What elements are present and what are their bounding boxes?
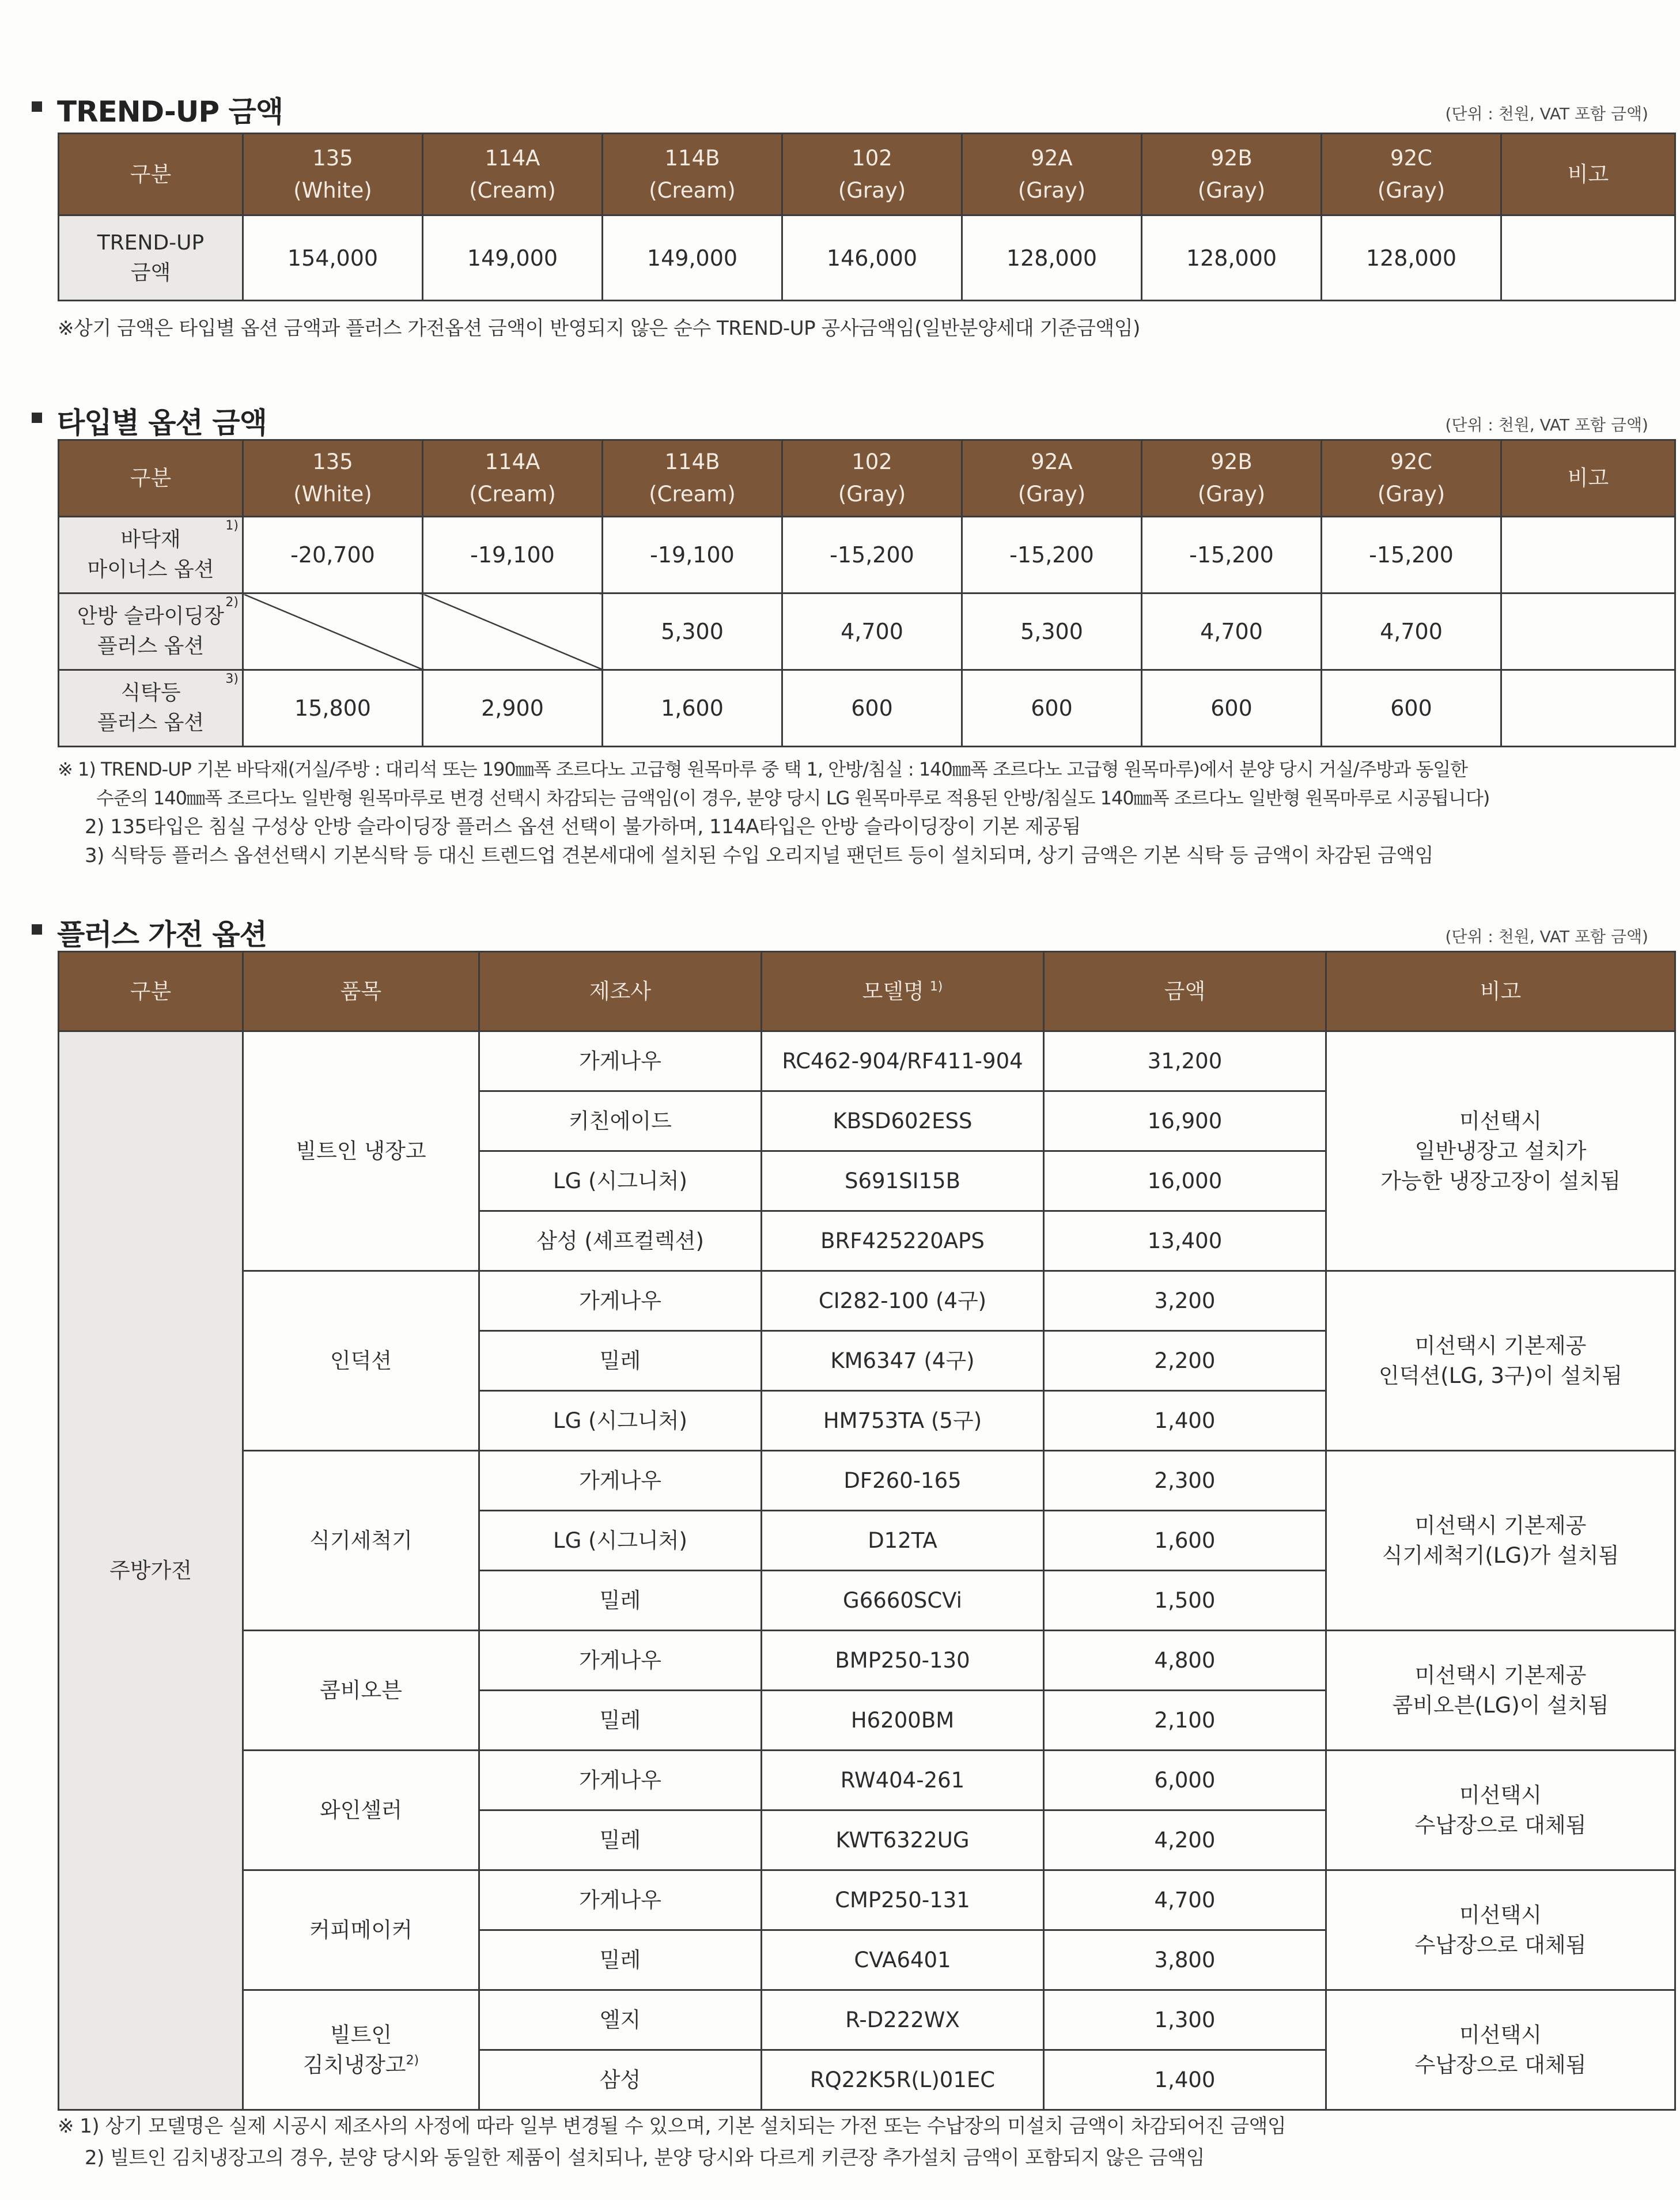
col-header-maker: 제조사 bbox=[479, 952, 762, 1031]
price-cell: 4,700 bbox=[1142, 594, 1322, 670]
model-cell: BMP250-130 bbox=[762, 1631, 1044, 1691]
maker-cell: 가게나우 bbox=[479, 1870, 762, 1930]
price-cell: 16,000 bbox=[1044, 1151, 1326, 1211]
product-cell: 커피메이커 bbox=[243, 1870, 479, 1990]
price-cell: -20,700 bbox=[243, 517, 423, 594]
price-cell: 600 bbox=[1142, 670, 1322, 747]
model-cell: CMP250-131 bbox=[762, 1870, 1044, 1930]
footnote: ※ 1) TREND-UP 기본 바닥재(거실/주방 : 대리석 또는 190㎜폭 조르다노 고급형 원목마루 중 택 1, 안방/침실 : 140㎜폭 조르다노 고급형 원목마루)에서 분양 당시 거실/주방과 동일한 bbox=[58, 758, 1468, 780]
model-cell: G6660SCVi bbox=[762, 1571, 1044, 1631]
maker-cell: 밀레 bbox=[479, 1810, 762, 1870]
product-cell: 콤비오븐 bbox=[243, 1631, 479, 1751]
note-cell: 미선택시 기본제공 식기세척기(LG)가 설치됨 bbox=[1326, 1451, 1675, 1631]
price-cell: -19,100 bbox=[423, 517, 603, 594]
footnote: 수준의 140㎜폭 조르다노 일반형 원목마루로 변경 선택시 차감되는 금액임(이 경우, 분양 당시 LG 원목마루로 적용된 안방/침실도 140㎜폭 조르다노 일반형 원목마루로 시공됩니다) bbox=[96, 787, 1490, 809]
col-header-type: 92A (Gray) bbox=[962, 440, 1142, 517]
section-trendup-header bbox=[32, 86, 1648, 127]
maker-cell: 삼성 (셰프컬렉션) bbox=[479, 1211, 762, 1271]
price-cell: 6,000 bbox=[1044, 1751, 1326, 1810]
price-cell: 1,400 bbox=[1044, 1391, 1326, 1451]
model-cell: D12TA bbox=[762, 1511, 1044, 1571]
maker-cell: 키친에이드 bbox=[479, 1091, 762, 1151]
model-cell: S691SI15B bbox=[762, 1151, 1044, 1211]
table-row bbox=[59, 1751, 1675, 1810]
table-row bbox=[59, 1271, 1675, 1331]
price-cell: 4,700 bbox=[1322, 594, 1501, 670]
unit-note: (단위 : 천원, VAT 포함 금액) bbox=[1445, 415, 1648, 434]
table-row bbox=[59, 517, 1675, 594]
col-header-type: 92C (Gray) bbox=[1322, 440, 1501, 517]
category-cell: 주방가전 bbox=[59, 1031, 243, 2110]
table-row bbox=[59, 594, 1675, 670]
footnote: ※상기 금액은 타입별 옵션 금액과 플러스 가전옵션 금액이 반영되지 않은 순수 TREND-UP 공사금액임(일반분양세대 기준금액임) bbox=[58, 317, 1140, 340]
price-cell: 600 bbox=[782, 670, 962, 747]
col-header-category: 구분 bbox=[59, 952, 243, 1031]
note-cell bbox=[1501, 216, 1675, 301]
col-header-type: 114A (Cream) bbox=[423, 440, 603, 517]
model-cell: DF260-165 bbox=[762, 1451, 1044, 1511]
model-cell: KWT6322UG bbox=[762, 1810, 1044, 1870]
col-header-type: 114B (Cream) bbox=[603, 440, 782, 517]
note-cell: 미선택시 일반냉장고 설치가 가능한 냉장고장이 설치됨 bbox=[1326, 1031, 1675, 1271]
not-applicable-cell bbox=[423, 594, 603, 670]
price-cell: 1,300 bbox=[1044, 1990, 1326, 2050]
price-cell: 154,000 bbox=[243, 216, 423, 301]
price-cell: 128,000 bbox=[962, 216, 1142, 301]
maker-cell: 가게나우 bbox=[479, 1451, 762, 1511]
col-header-type: 114B (Cream) bbox=[603, 134, 782, 216]
maker-cell: 가게나우 bbox=[479, 1751, 762, 1810]
price-cell: 600 bbox=[962, 670, 1142, 747]
maker-cell: 밀레 bbox=[479, 1930, 762, 1990]
trendup-table bbox=[58, 133, 1676, 301]
model-cell: CI282-100 (4구) bbox=[762, 1271, 1044, 1331]
price-cell: 31,200 bbox=[1044, 1031, 1326, 1091]
col-header-type: 135 (White) bbox=[243, 440, 423, 517]
table-header-row bbox=[59, 952, 1675, 1031]
price-cell: 4,700 bbox=[782, 594, 962, 670]
product-cell: 식기세척기 bbox=[243, 1451, 479, 1631]
model-cell: KM6347 (4구) bbox=[762, 1331, 1044, 1391]
note-cell bbox=[1501, 670, 1675, 747]
table-row bbox=[59, 1631, 1675, 1691]
product-cell: 와인셀러 bbox=[243, 1751, 479, 1870]
maker-cell: LG (시그니처) bbox=[479, 1391, 762, 1451]
price-cell: 4,200 bbox=[1044, 1810, 1326, 1870]
price-cell: 128,000 bbox=[1322, 216, 1501, 301]
row-label: 3) 식탁등 플러스 옵션 bbox=[59, 670, 243, 747]
footnote: 2) 135타입은 침실 구성상 안방 슬라이딩장 플러스 옵션 선택이 불가하며, 114A타입은 안방 슬라이딩장이 기본 제공됨 bbox=[85, 815, 1081, 838]
note-cell bbox=[1501, 517, 1675, 594]
price-cell: 149,000 bbox=[603, 216, 782, 301]
note-cell: 미선택시 수납장으로 대체됨 bbox=[1326, 1751, 1675, 1870]
col-header-note: 비고 bbox=[1501, 440, 1675, 517]
table-row bbox=[59, 1031, 1675, 1091]
col-header-type: 102 (Gray) bbox=[782, 440, 962, 517]
model-cell: BRF425220APS bbox=[762, 1211, 1044, 1271]
model-cell: H6200BM bbox=[762, 1691, 1044, 1751]
price-cell: 146,000 bbox=[782, 216, 962, 301]
col-header-product: 품목 bbox=[243, 952, 479, 1031]
footnote: 3) 식탁등 플러스 옵션선택시 기본식탁 등 대신 트렌드업 견본세대에 설치된 수입 오리지널 팬던트 등이 설치되며, 상기 금액은 기본 식탁 등 금액이 차감된 금액임 bbox=[85, 844, 1433, 867]
model-cell: R-D222WX bbox=[762, 1990, 1044, 2050]
table-row bbox=[59, 1990, 1675, 2050]
col-header-type: 114A (Cream) bbox=[423, 134, 603, 216]
table-row bbox=[59, 1451, 1675, 1511]
product-cell: 빌트인 김치냉장고$^{2)}$ bbox=[243, 1990, 479, 2110]
col-header-price: 금액 bbox=[1044, 952, 1326, 1031]
section-type-option-header bbox=[32, 398, 1648, 438]
price-cell: 3,200 bbox=[1044, 1271, 1326, 1331]
col-header-category: 구분 bbox=[59, 134, 243, 216]
price-cell: 1,600 bbox=[1044, 1511, 1326, 1571]
price-cell: 149,000 bbox=[423, 216, 603, 301]
price-cell: 13,400 bbox=[1044, 1211, 1326, 1271]
note-cell: 미선택시 수납장으로 대체됨 bbox=[1326, 1990, 1675, 2110]
model-cell: HM753TA (5구) bbox=[762, 1391, 1044, 1451]
model-cell: RQ22K5R(L)01EC bbox=[762, 2050, 1044, 2110]
section-appliance-header bbox=[32, 909, 1648, 950]
price-cell: 4,800 bbox=[1044, 1631, 1326, 1691]
price-cell: 2,100 bbox=[1044, 1691, 1326, 1751]
note-cell: 미선택시 수납장으로 대체됨 bbox=[1326, 1870, 1675, 1990]
square-bullet-icon bbox=[32, 101, 42, 112]
price-cell: 16,900 bbox=[1044, 1091, 1326, 1151]
price-cell: -15,200 bbox=[1322, 517, 1501, 594]
col-header-model: 모델명 $^{1)}$ bbox=[762, 952, 1044, 1031]
price-cell: -15,200 bbox=[962, 517, 1142, 594]
maker-cell: LG (시그니처) bbox=[479, 1511, 762, 1571]
price-cell: 128,000 bbox=[1142, 216, 1322, 301]
square-bullet-icon bbox=[32, 924, 42, 935]
note-cell bbox=[1501, 594, 1675, 670]
product-cell: 빌트인 냉장고 bbox=[243, 1031, 479, 1271]
col-header-type: 92B (Gray) bbox=[1142, 440, 1322, 517]
price-cell: 1,600 bbox=[603, 670, 782, 747]
footnote: 2) 빌트인 김치냉장고의 경우, 분양 당시와 동일한 제품이 설치되나, 분양 당시와 다르게 키큰장 추가설치 금액이 포함되지 않은 금액임 bbox=[85, 2146, 1205, 2169]
appliance-option-table bbox=[58, 951, 1676, 2111]
col-header-type: 102 (Gray) bbox=[782, 134, 962, 216]
maker-cell: 밀레 bbox=[479, 1571, 762, 1631]
maker-cell: 가게나우 bbox=[479, 1031, 762, 1091]
table-row bbox=[59, 1870, 1675, 1930]
price-cell: 1,400 bbox=[1044, 2050, 1326, 2110]
section-title: 플러스 가전 옵션 bbox=[57, 918, 267, 951]
col-header-type: 92B (Gray) bbox=[1142, 134, 1322, 216]
maker-cell: 밀레 bbox=[479, 1691, 762, 1751]
price-cell: 2,900 bbox=[423, 670, 603, 747]
model-cell: RW404-261 bbox=[762, 1751, 1044, 1810]
price-cell: -15,200 bbox=[1142, 517, 1322, 594]
col-header-category: 구분 bbox=[59, 440, 243, 517]
col-header-type: 92A (Gray) bbox=[962, 134, 1142, 216]
maker-cell: LG (시그니처) bbox=[479, 1151, 762, 1211]
price-cell: -15,200 bbox=[782, 517, 962, 594]
col-header-type: 135 (White) bbox=[243, 134, 423, 216]
price-cell: 600 bbox=[1322, 670, 1501, 747]
maker-cell: 가게나우 bbox=[479, 1271, 762, 1331]
price-cell: -19,100 bbox=[603, 517, 782, 594]
not-applicable-cell bbox=[243, 594, 423, 670]
maker-cell: 가게나우 bbox=[479, 1631, 762, 1691]
model-cell: CVA6401 bbox=[762, 1930, 1044, 1990]
col-header-note: 비고 bbox=[1326, 952, 1675, 1031]
type-option-table bbox=[58, 439, 1676, 747]
table-row bbox=[59, 216, 1675, 301]
price-cell: 2,300 bbox=[1044, 1451, 1326, 1511]
square-bullet-icon bbox=[32, 413, 42, 423]
price-cell: 4,700 bbox=[1044, 1870, 1326, 1930]
note-cell: 미선택시 기본제공 인덕션(LG, 3구)이 설치됨 bbox=[1326, 1271, 1675, 1451]
model-cell: KBSD602ESS bbox=[762, 1091, 1044, 1151]
row-label: 2) 안방 슬라이딩장 플러스 옵션 bbox=[59, 594, 243, 670]
section-title: 타입별 옵션 금액 bbox=[57, 406, 267, 440]
price-cell: 5,300 bbox=[603, 594, 782, 670]
row-label: TREND-UP 금액 bbox=[59, 216, 243, 301]
unit-note: (단위 : 천원, VAT 포함 금액) bbox=[1445, 104, 1648, 123]
price-cell: 2,200 bbox=[1044, 1331, 1326, 1391]
price-cell: 5,300 bbox=[962, 594, 1142, 670]
table-header-row bbox=[59, 134, 1675, 216]
table-header-row bbox=[59, 440, 1675, 517]
price-cell: 3,800 bbox=[1044, 1930, 1326, 1990]
maker-cell: 삼성 bbox=[479, 2050, 762, 2110]
row-label: 1) 바닥재 마이너스 옵션 bbox=[59, 517, 243, 594]
price-cell: 1,500 bbox=[1044, 1571, 1326, 1631]
unit-note: (단위 : 천원, VAT 포함 금액) bbox=[1445, 927, 1648, 946]
col-header-note: 비고 bbox=[1501, 134, 1675, 216]
footnote: ※ 1) 상기 모델명은 실제 시공시 제조사의 사정에 따라 일부 변경될 수 있으며, 기본 설치되는 가전 또는 수납장의 미설치 금액이 차감되어진 금액임 bbox=[58, 2115, 1287, 2138]
section-title: TREND-UP 금액 bbox=[57, 95, 283, 128]
note-cell: 미선택시 기본제공 콤비오븐(LG)이 설치됨 bbox=[1326, 1631, 1675, 1751]
table-row bbox=[59, 670, 1675, 747]
product-cell: 인덕션 bbox=[243, 1271, 479, 1451]
price-cell: 15,800 bbox=[243, 670, 423, 747]
maker-cell: 엘지 bbox=[479, 1990, 762, 2050]
maker-cell: 밀레 bbox=[479, 1331, 762, 1391]
model-cell: RC462-904/RF411-904 bbox=[762, 1031, 1044, 1091]
col-header-type: 92C (Gray) bbox=[1322, 134, 1501, 216]
